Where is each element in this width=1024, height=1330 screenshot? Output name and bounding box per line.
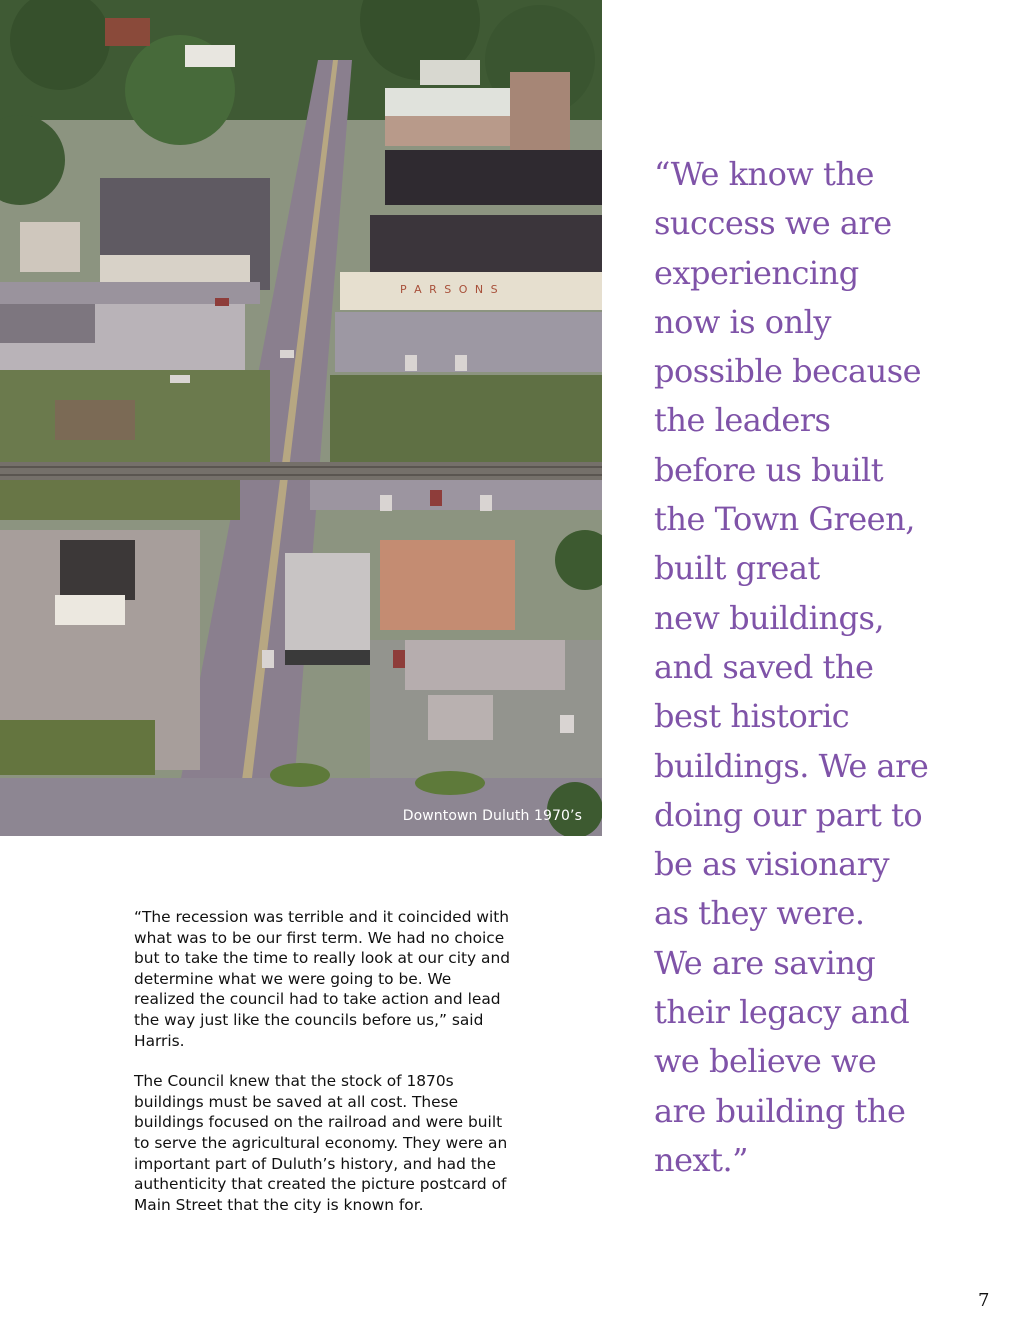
pull-quote-line: their legacy and: [654, 993, 910, 1032]
pull-quote-line: doing our part to: [654, 795, 923, 834]
pull-quote-line: we believe we: [654, 1042, 877, 1081]
pull-quote-line: possible because: [654, 352, 922, 391]
pull-quote-line: experiencing: [654, 253, 859, 292]
pull-quote-line: buildings. We are: [654, 746, 929, 785]
pull-quote-line: be as visionary: [654, 845, 890, 884]
pull-quote-line: success we are: [654, 204, 892, 243]
aerial-photo-illustration: [0, 0, 602, 836]
article-body: [134, 907, 514, 1235]
parsons-sign: P A R S O N S: [400, 283, 500, 296]
aerial-photo: [0, 0, 602, 836]
pull-quote-line: as they were.: [654, 894, 865, 933]
pull-quote-line: We are saving: [654, 943, 876, 982]
pull-quote-line: “We know the: [654, 155, 874, 193]
pull-quote-line: best historic: [654, 697, 850, 736]
body-paragraph: “The recession was terrible and it coincided with what was to be our first term. We had no choice but to take the time to really look at our city and determine what we were going to be. We realized the council had to take action and lead the way just like the councils before us,” said Harris.: [134, 908, 510, 1050]
pull-quote-line: the leaders: [654, 401, 831, 440]
pull-quote-line: built great: [654, 549, 820, 588]
photo-caption: Downtown Duluth 1970’s: [402, 808, 582, 824]
pull-quote: [654, 150, 1014, 1185]
pull-quote-line: before us built: [654, 450, 884, 489]
pull-quote-line: next.”: [654, 1140, 748, 1179]
pull-quote-line: now is only: [654, 302, 831, 341]
pull-quote-line: and saved the: [654, 647, 874, 686]
pull-quote-line: the Town Green,: [654, 500, 915, 539]
pull-quote-line: are building the: [654, 1091, 906, 1130]
body-paragraph: The Council knew that the stock of 1870s buildings must be saved at all cost. These buildings focused on the railroad and were built to serve the agricultural economy. They were an important part of Duluth’s history, and had the authenticity that created the picture postcard of Main Street that the city is known for.: [134, 1072, 508, 1214]
page-number: 7: [978, 1290, 990, 1311]
pull-quote-line: new buildings,: [654, 598, 885, 637]
